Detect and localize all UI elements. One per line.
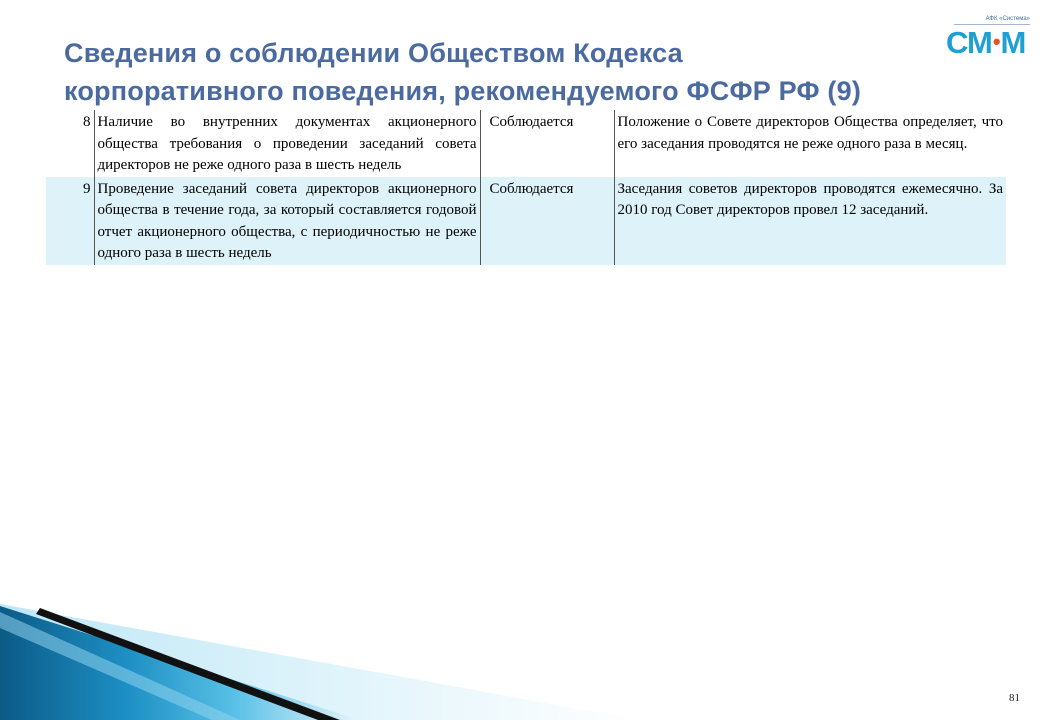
slide-title-line-1: Сведения о соблюдении Обществом Кодекса [64, 38, 683, 68]
status-cell: Соблюдается [489, 114, 574, 130]
page-number: 81 [1009, 692, 1020, 704]
slide-title-line-2: корпоративного поведения, рекомендуемого ФСФР РФ (9) [64, 76, 862, 106]
comment-cell: Положение о Совете директоров Общества определяет, что его заседания проводятся не реже одного раза в месяц. [614, 110, 1006, 177]
logo-wordmark-right: М [1000, 25, 1026, 60]
requirement-cell: Наличие во внутренних документах акционерного общества требования о проведении заседаний совета директоров не реже одного раза в шесть недель [94, 110, 480, 177]
logo-wordmark-left: СМ [946, 25, 992, 60]
status-cell: Соблюдается [480, 177, 614, 265]
logo-dot-icon: • [992, 29, 1000, 54]
row-number: 8 [83, 114, 91, 130]
requirement-cell: Проведение заседаний совета директоров акционерного общества в течение года, за который составляется годовой отчет акционерного общества, с периодичностью не реже одного раза в шесть недель [94, 177, 480, 265]
row-number: 9 [46, 177, 94, 265]
comment-cell: Заседания советов директоров проводятся ежемесячно. За 2010 год Совет директоров провел 12 заседаний. [614, 177, 1006, 265]
logo-caption: АФК «Система» [954, 16, 1030, 25]
